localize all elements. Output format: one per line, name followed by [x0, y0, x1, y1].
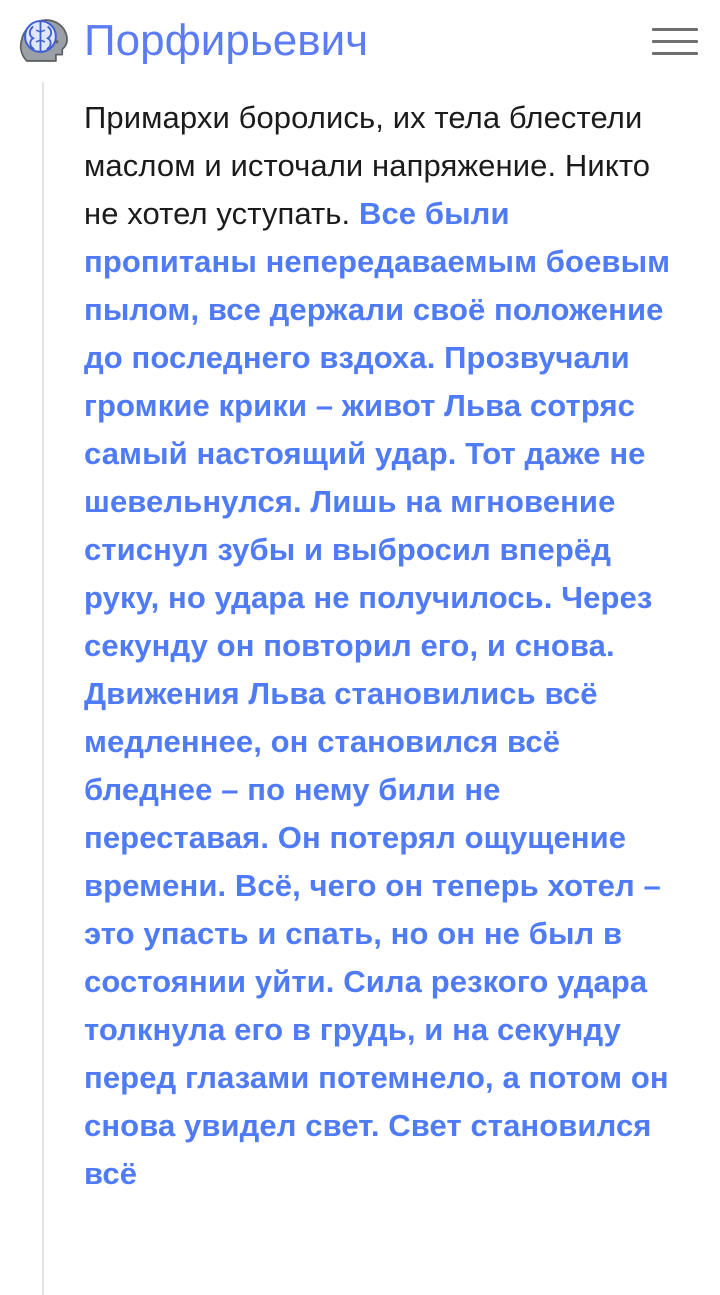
menu-bar-2: [652, 40, 698, 43]
story-area: [0, 82, 720, 1295]
story-seed-text: Примархи боролись, их тела блестели маслом и источали напряжение. Никто не хотел уступать.: [84, 100, 651, 231]
brand: [16, 12, 652, 70]
hamburger-menu-icon[interactable]: [652, 21, 698, 61]
brain-head-icon: [16, 12, 74, 70]
left-divider: [42, 82, 44, 1295]
app-header: [0, 0, 720, 82]
menu-bar-1: [652, 28, 698, 31]
menu-bar-3: [652, 52, 698, 55]
page-title: Порфирьевич: [84, 16, 369, 65]
story-generated-text: Все были пропитаны непередаваемым боевым пылом, все держали своё положение до последнего вздоха. Прозвучали громкие крики – живот Льва сотряс самый настоящий удар. Тот даже не шевельнулся. Лишь на мгновение стиснул зубы и выбросил вперёд руку, но удара не получилось. Через секунду он повторил его, и снова. Движения Льва становились всё медленнее, он становился всё бледнее – по нему били не переставая. Он потерял ощущение времени. Всё, чего он теперь хотел – это упасть и спать, но он не был в состоянии уйти. Сила резкого удара толкнула его в грудь, и на секунду перед глазами потемнело, а потом он снова увидел свет. Свет становился всё: [84, 196, 671, 1191]
story-text[interactable]: [84, 94, 680, 1198]
